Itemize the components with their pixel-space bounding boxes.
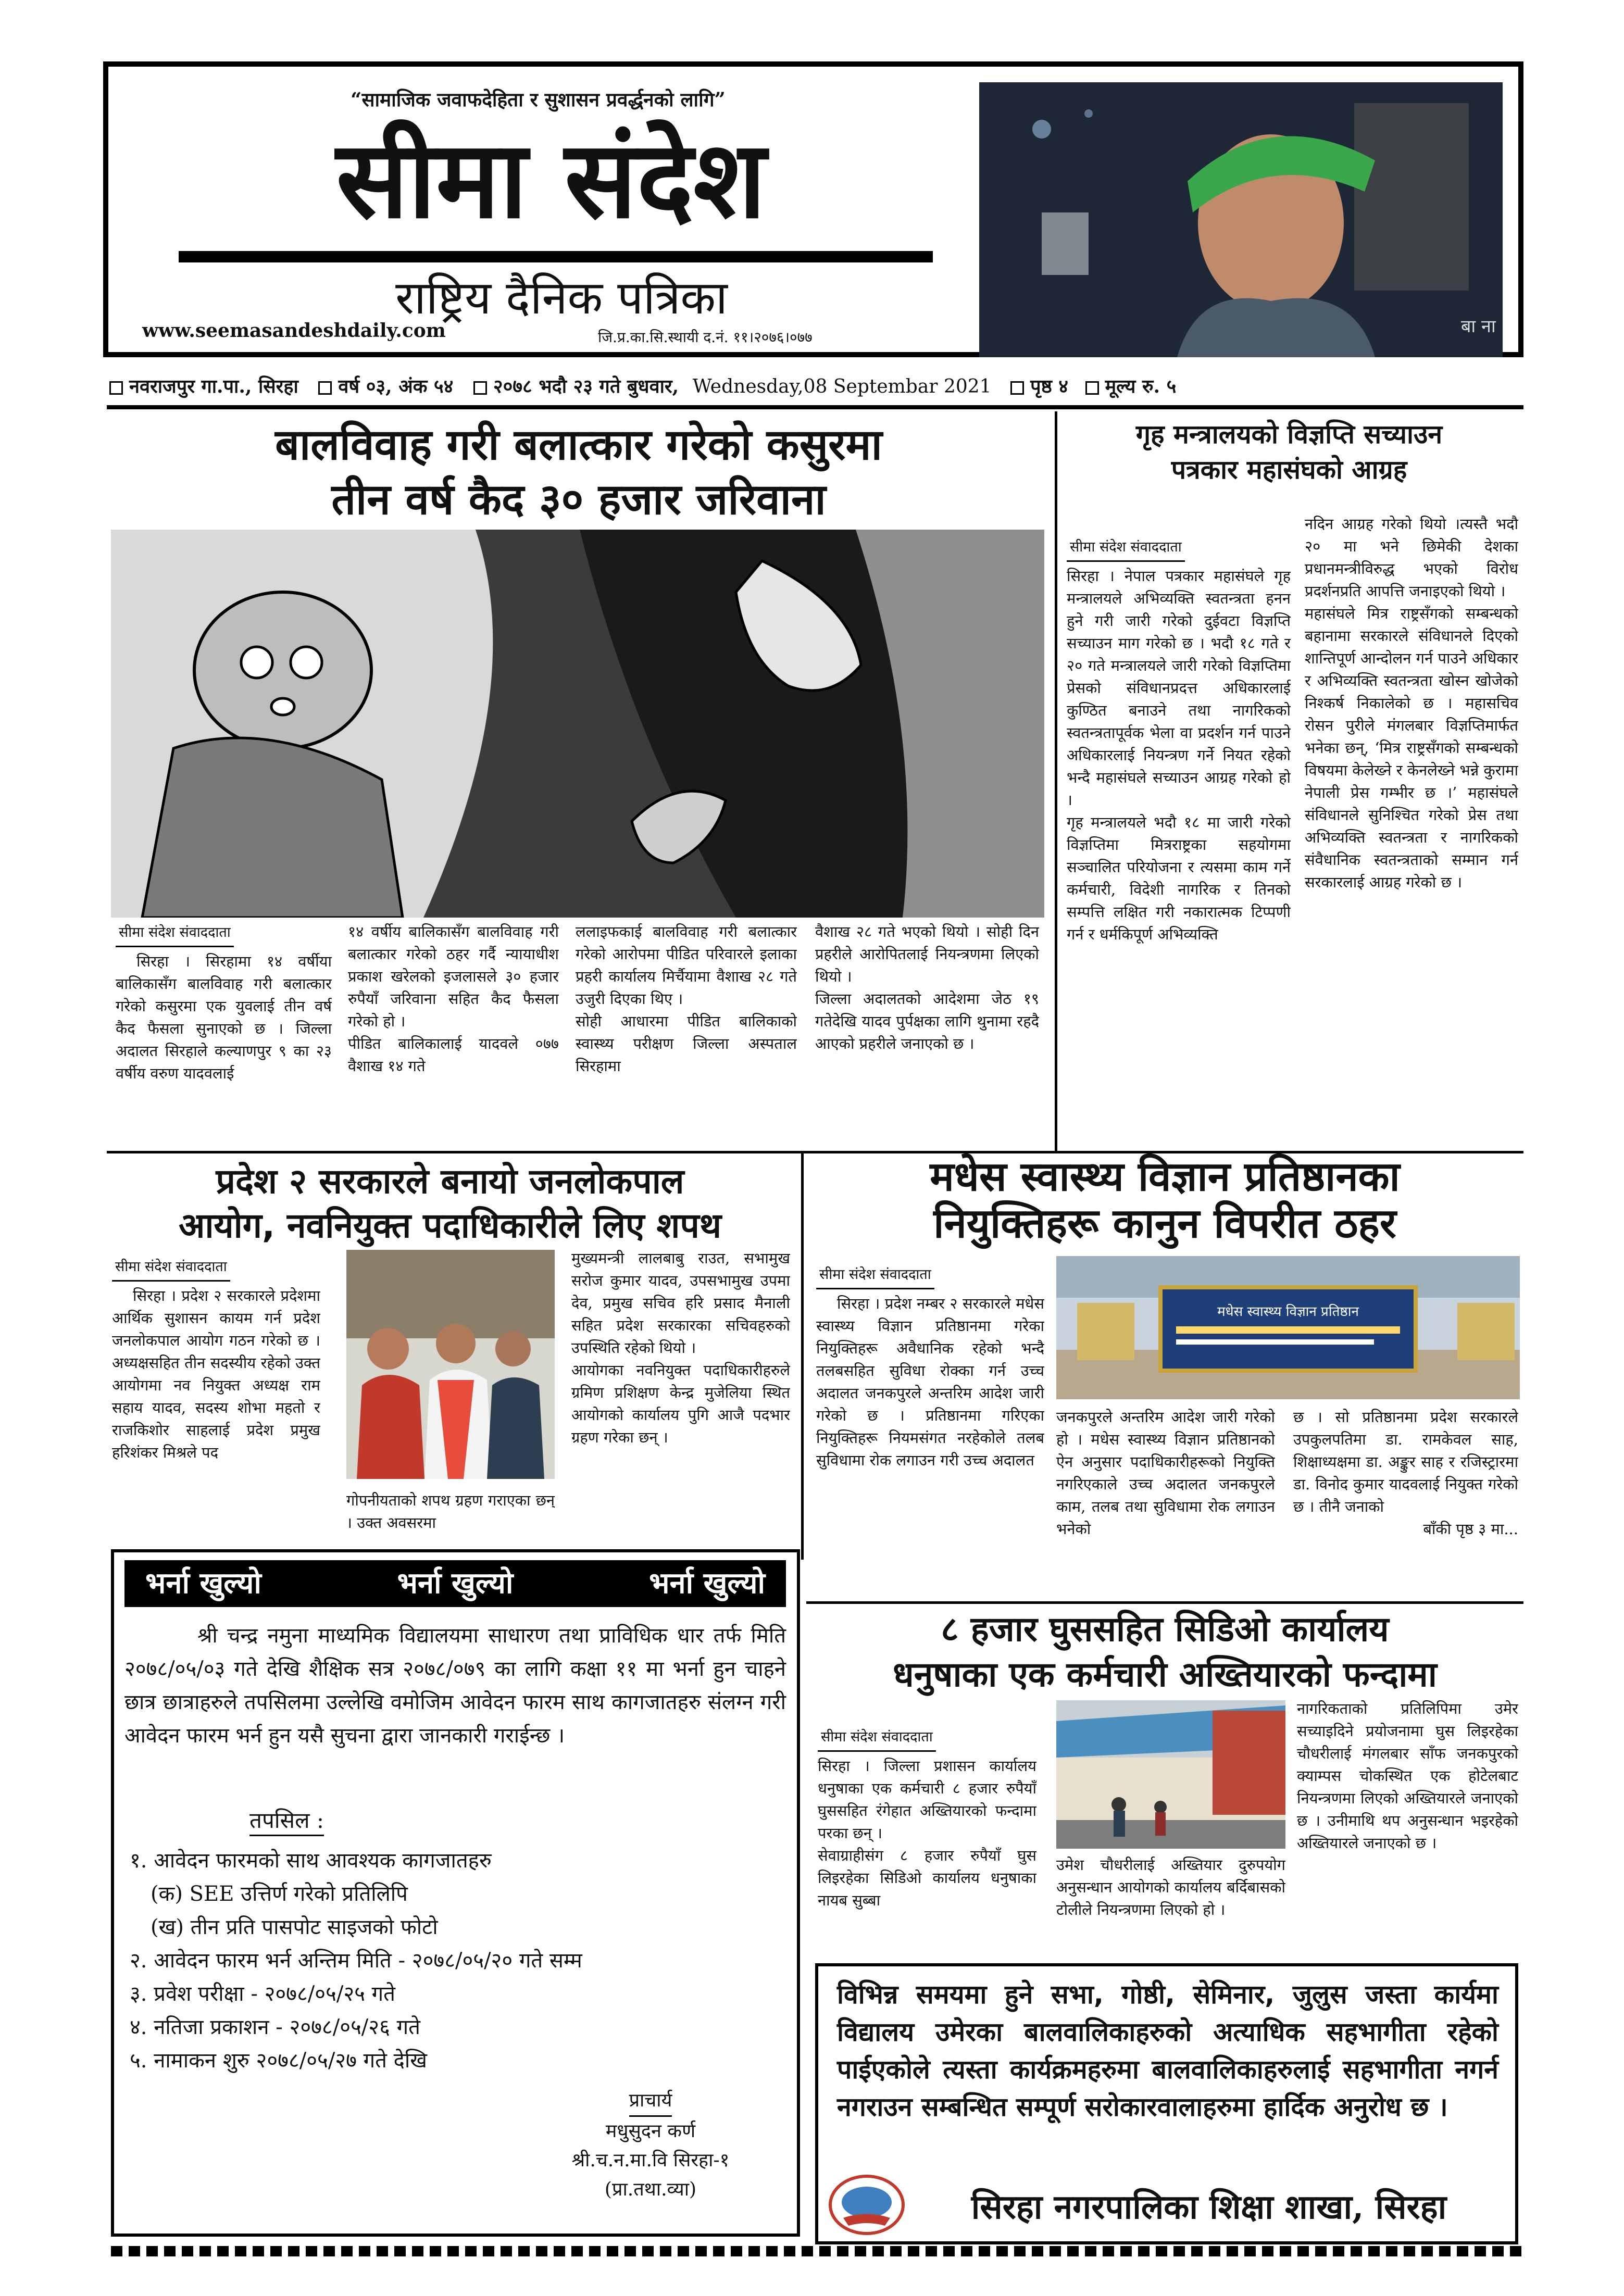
admission-items [130, 1844, 791, 2077]
signature-name: मधुसुदन कर्ण [605, 2121, 696, 2142]
info-date-np: २०७८ भदौ २३ गते बुधवार, [493, 375, 679, 397]
bullet-icon [1010, 381, 1024, 395]
story3-headline-2: आयोग, नवनियुक्त पदाधिकारीले लिए शपथ [178, 1206, 722, 1246]
header-singer-photo [979, 82, 1503, 357]
story1-headline-1: बालविवाह गरी बलात्कार गरेको कसुरमा [275, 420, 882, 470]
story2-col1-text: सिरहा । नेपाल पत्रकार महासंघले गृह मन्त्रालयले अभिव्यक्ति स्वतन्त्रता हनन हुने गरी जारी गरेको दुईवटा विज्ञप्ति सच्याउन माग गरेको छ । भदौ १८ गते र २० गते मन्त्रालयले जारी गरेको विज्ञप्तिमा प्रेसको संविधानप्रदत्त अधिकारलाई कुण्ठित बनाउने तथा नागरिकको स्वतन्त्रतापूर्वक भेला वा प्रदर्शन गर्न पाउने अधिकारलाई नियन्त्रण गर्ने नियत रहेको भन्दै महासंघले सच्याउन आग्रह गरेको हो । गृह मन्त्रालयले भदौ १८ मा जारी गरेको विज्ञप्तिमा मित्रराष्ट्रका सहयोगमा सञ्चालित परियोजना र त्यसमा काम गर्ने कर्मचारी, विदेशी नागरिक र तिनको सम्पत्ति लक्षित गरी नकारात्मक टिप्पणी गर्न र धर्मकिपूर्ण अभिव्यक्ति [1067, 567, 1291, 943]
story3-oath-photo [346, 1250, 555, 1479]
notice-text: विभिन्न समयमा हुने सभा, गोष्ठी, सेमिनार, जुलुस जस्ता कार्यमा विद्यालय उमेरका बालवालिकाहरुको अत्याधिक सहभागीता रहेको पाईएकोले त्यस्ता कार्यक्रमहरुमा बालवालिकाहरुलाई सहभागीता नगर्न नगराउन सम्बन्धित सम्पूर्ण सरोकारवालाहरुमा हार्दिक अनुरोध छ । [837, 1979, 1498, 2122]
admission-item: (क) SEE उत्तिर्ण गरेको प्रतिलिपि [151, 1882, 408, 1906]
admission-header-3: भर्ना खुल्यो [649, 1566, 765, 1600]
office-photo-svg [1056, 1700, 1285, 1849]
story4-col3-text: छ । सो प्रतिष्ठानमा प्रदेश सरकारले उपकुलपतिमा डा. रामकेवल साह, शिक्षाध्यक्षमा डा. अङ्कुर साह र रजिस्ट्रारमा डा. विनोद कुमार यादवलाई नियुक्त गरेको छ । तीनै जनाको [1293, 1408, 1518, 1515]
story3-col1 [112, 1255, 320, 1544]
story1-illustration [111, 530, 1044, 918]
info-pages: पृष्ठ ४ [1030, 375, 1069, 397]
admission-signature [520, 2086, 781, 2204]
story4-headline-1: मधेस स्वास्थ्य विज्ञान प्रतिष्ठानका [930, 1153, 1400, 1200]
story1-col1-text: सिरहा । सिरहामा १४ वर्षीया बालिकासँग बालविवाह गरी बलात्कार गरेको कसुरमा एक युवलाई तीन वर्ष कैद फैसला सुनाएको छ । जिल्ला अदालत सिरहाले कल्याणपुर ९ का २३ वर्षीय वरुण यादवलाई [116, 952, 332, 1082]
story2-byline: सीमा संदेश संवाददाता [1067, 536, 1185, 562]
story4-col3 [1293, 1406, 1518, 1599]
story4-col1-text: सिरहा । प्रदेश नम्बर २ सरकारले मधेस स्वास्थ्य विज्ञान प्रतिष्ठानमा गरेका नियुक्तिहरू अवैधानिक रहेको भन्दै तलबसहित सुविधा रोक्का गर्न उच्च अदालत जनकपुरले अन्तरिम आदेश जारी गरेको छ । प्रतिष्ठानमा गरिएका नियुक्तिहरू नियमसंगत नरहेकोले तलब सुविधामा रोक लगाउन गरी उच्च अदालत [816, 1295, 1044, 1469]
info-date-en: Wednesday,08 Septembar 2021 [692, 376, 992, 397]
masthead-title: सीमा संदेश [336, 117, 766, 242]
story5-headline-2: धनुषाका एक कर्मचारी अख्तियारको फन्दामा [893, 1654, 1437, 1695]
photo-watermark: बा ना [1461, 316, 1496, 337]
story5-col1 [818, 1703, 1036, 1948]
admission-header-2: भर्ना खुल्यो [397, 1566, 514, 1600]
bullet-icon [318, 381, 332, 395]
story2-headline-2: पत्रकार महासंघको आग्रह [1171, 455, 1407, 485]
institute-sign-text: मधेस स्वास्थ्य विज्ञान प्रतिष्ठान [1217, 1304, 1359, 1320]
story1-col3: ललाइफकाई बालविवाह गरी बलात्कार गरेको आरोपमा पीडित परिवारले इलाका प्रहरी कार्यालय मिर्चैयामा वैशाख २८ गते उजुरी दिएका थिए । सोही आधारमा पीडित बालिकाको स्वास्थ्य परीक्षण जिल्ला अस्पताल सिरहामा [576, 923, 797, 1075]
bullet-icon [1085, 381, 1099, 395]
story5-caption: उमेश चौधरीलाई अख्तियार दुरुपयोग अनुसन्धान आयोगको कार्यालय बर्दिबासको टोलीले नियन्त्रणमा लिएको हो । [1056, 1856, 1285, 1918]
story4-col2: जनकपुरले अन्तरिम आदेश जारी गरेको हो । मधेस स्वास्थ्य विज्ञान प्रतिष्ठानको ऐन अनुसार पदाधिकारीहरूको नियुक्ति नगरिएकाले उच्च अदालत जनकपुरले काम, तलब तथा सुविधामा रोक लगाउन भनेको [1056, 1408, 1275, 1538]
info-bar [109, 373, 1523, 404]
story5-headline-1: ८ हजार घुससहित सिडिओ कार्यालय [941, 1609, 1389, 1649]
admission-header-1: भर्ना खुल्यो [145, 1566, 261, 1600]
registration-number: जि.प्र.का.सि.स्थायी द.नं. ११।२०७६।०७७ [598, 329, 813, 346]
admission-item: १. आवेदन फारमको साथ आवश्यक कागजातहरु [130, 1849, 492, 1873]
info-price: मूल्य रु. ५ [1105, 375, 1177, 397]
info-volume: वर्ष ०३, अंक ५४ [338, 375, 454, 397]
admission-item: ३. प्रवेश परीक्षा - २०७८/०५/२५ गते [130, 1982, 395, 2006]
story5-col3: नागरिकताको प्रतिलिपिमा उमेर सच्याइदिने प्रयोजनामा घुस लिइरहेका चौधरीलाई मंगलबार साँफ जनकपुरको क्याम्पस चोकस्थित एक होटेलबाट नियन्त्रणमा लिएको अख्तियारले जनाएको छ । उनीमाथि थप अनुसन्धान भइरहेको अख्तियारले जनाएको छ । [1297, 1700, 1518, 1852]
signature-role: (प्रा.तथा.व्या) [604, 2179, 697, 2200]
section-rule [806, 1601, 1523, 1604]
story1-byline: सीमा संदेश संवाददाता [116, 921, 234, 947]
story5-office-photo [1056, 1700, 1285, 1849]
story4-byline: सीमा संदेश संवाददाता [816, 1263, 934, 1289]
institute-photo-svg [1056, 1256, 1520, 1399]
info-bar-rule [107, 405, 1523, 409]
admission-item: (ख) तीन प्रति पासपोट साइजको फोटो [151, 1915, 438, 1939]
masthead-logo-box [124, 78, 971, 355]
story1-col1 [116, 921, 332, 1145]
story2-headline-1: गृह मन्त्रालयको विज्ञप्ति सच्याउन [1135, 419, 1443, 449]
story1-col2: १४ वर्षीय बालिकासँग बालविवाह गरी बलात्कार गरेको ठहर गर्दै न्यायाधीश प्रकाश खरेलको इजलासले ३० हजार रुपैयाँ जरिवाना सहित कैद फैसला गरेको हो । पीडित बालिकालाई यादवले ०७७ वैशाख १४ गते [348, 923, 559, 1075]
bullet-icon [109, 381, 123, 395]
column-rule [1055, 411, 1057, 1151]
story1-headline-2: तीन वर्ष कैद ३० हजार जरिवाना [331, 475, 826, 524]
story4-col1 [816, 1263, 1044, 1596]
story5-col1-text: सिरहा । जिल्ला प्रशासन कार्यालय धनुषाका एक कर्मचारी ८ हजार रुपैयाँ घुससहित रंगेहात अख्तियारको फन्दामा परका छन् । सेवाग्राहीसंग ८ हजार रुपैयाँ घुस लिइरहेका सिडिओ कार्यालय धनुषाका नायब सुब्बा [818, 1757, 1036, 1909]
admission-notice [111, 1549, 800, 2237]
masthead-underline [179, 251, 933, 262]
seal-svg [828, 2174, 906, 2236]
story3-caption: गोपनीयताको शपथ ग्रहण गराएका छन् । उक्त अवसरमा [346, 1491, 555, 1532]
notice-footer: सिरहा नगरपालिका शिक्षा शाखा, सिरहा [971, 2188, 1447, 2227]
website-link[interactable]: www.seemasandeshdaily.com [142, 320, 446, 342]
signature-title: प्राचार्य [629, 2086, 672, 2117]
story2-col2: नदिन आग्रह गरेको थियो ।त्यस्तै भदौ २० मा भने छिमेकी देशका प्रधानमन्त्रीविरुद्ध भएको विरोध प्रदर्शनप्रति आपत्ति जनाइएको थियो । महासंघले मित्र राष्ट्रसँगको सम्बन्धको बहानामा सरकारले संविधानले दिएको शान्तिपूर्ण आन्दोलन गर्न पाउने अधिकार र अभिव्यक्ति स्वतन्त्रता खोस्न खोजेको निश्कर्ष निकालेको छ । महासचिव रोसन पुरीले मंगलबार विज्ञप्तिमार्फत भनेका छन्, ‘मित्र राष्ट्रसँगको सम्बन्धको विषयमा केलेख्ने र केनलेख्ने भन्ने कुरामा नेपाली प्रेस गम्भीर छ ।’ महासंघले संविधानले सुनिश्चित गरेको प्रेस तथा अभिव्यक्ति स्वतन्त्रता र नागरिकको संवैधानिक स्वतन्त्रताको सम्मान गर्न सरकारलाई आग्रह गरेको छ । [1305, 515, 1518, 891]
oath-photo-svg [346, 1250, 555, 1479]
story3-headline-1: प्रदेश २ सरकारले बनायो जनलोकपाल [216, 1161, 684, 1201]
column-rule [801, 1151, 804, 1560]
story4-institute-photo [1056, 1256, 1520, 1399]
admission-item: ४. नतिजा प्रकाशन - २०७८/०५/२६ गते [130, 2015, 420, 2039]
story2-col1 [1067, 513, 1291, 1146]
story1-col4: वैशाख २८ गते भएको थियो । सोही दिन प्रहरीले आरोपितलाई नियन्त्रणमा लिएको थियो । जिल्ला अदालतको आदेशमा जेठ १९ गतेदेखि यादव पुर्पक्षका लागि थुनामा रहदै आएको प्रहरीले जनाएको छ । [815, 923, 1039, 1052]
masthead-subtitle: राष्ट्रिय दैनिक पत्रिका [395, 271, 728, 324]
story4-headline-2: नियुक्तिहरू कानुन विपरीत ठहर [933, 1200, 1396, 1247]
admission-tapasil: तपसिल : [249, 1805, 324, 1836]
illustration-svg [111, 530, 1044, 918]
notice-seal-icon [828, 2174, 906, 2236]
admission-item: ५. नामाकन शुरु २०७८/०५/२७ गते देखि [130, 2049, 427, 2073]
story5-byline: सीमा संदेश संवाददाता [818, 1726, 936, 1752]
singer-photo-svg [979, 82, 1503, 357]
story4-continued: बाँकी पृष्ठ ३ मा... [1423, 1520, 1518, 1538]
admission-body: श्री चन्द्र नमुना माध्यमिक विद्यालयमा साधारण तथा प्राविधिक धार तर्फ मिति २०७८/०५/०३ गते देखि शैक्षिक सत्र २०७८/०७९ का लागि कक्षा ११ मा भर्ना हुन चाहने छात्र छात्राहरुले तपसिलमा उल्लेखि वमोजिम आवेदन फारम साथ कागजातहरु संलग्न गरी आवेदन फारम भर्न हुन यसै सुचना द्वारा जानकारी गराईन्छ । [124, 1624, 786, 1748]
admission-header-bar [124, 1560, 786, 1607]
masthead-slogan: “सामाजिक जवाफदेहिता र सुशासन प्रवर्द्धनको लागि” [351, 88, 726, 111]
admission-item: २. आवेदन फारम भर्न अन्तिम मिति - २०७८/०५/२० गते सम्म [130, 1949, 582, 1973]
story3-col1-text: सिरहा । प्रदेश २ सरकारले प्रदेशमा आर्थिक सुशासन कायम गर्न प्रदेश जनलोकपाल आयोग गठन गरेको छ । अध्यक्षसहित तीन सदस्यीय रहेको उक्त आयोगमा नव नियुक्त अध्यक्ष राम सहाय यादव, सदस्य शोभा महतो र राजकिशोर साहलाई प्रदेश प्रमुख हरिशंकर मिश्रले पद [112, 1287, 320, 1461]
info-place: नवराजपुर गा.पा., सिरहा [129, 375, 298, 397]
signature-school: श्री.च.न.मा.वि सिरहा-१ [571, 2150, 730, 2171]
story3-byline: सीमा संदेश संवाददाता [112, 1256, 230, 1282]
public-notice [815, 1963, 1518, 2244]
bullet-icon [473, 381, 487, 395]
story3-col3: मुख्यमन्त्री लालबाबु राउत, सभामुख सरोज कुमार यादव, उपसभामुख उपमा देव, प्रमुख सचिव हरि प्रसाद मैनाली सहित प्रदेश सरकारका सचिवहरुको उपस्थिति रहेको थियो । आयोगका नवनियुक्त पदाधिकारीहरुले ग्रमिण प्रशिक्षण केन्द्र मुजेलिया स्थित आयोगको कार्यालय पुगि आजै पदभार ग्रहण गरेका छन् । [571, 1249, 790, 1446]
bottom-dotted-border [111, 2246, 1528, 2256]
